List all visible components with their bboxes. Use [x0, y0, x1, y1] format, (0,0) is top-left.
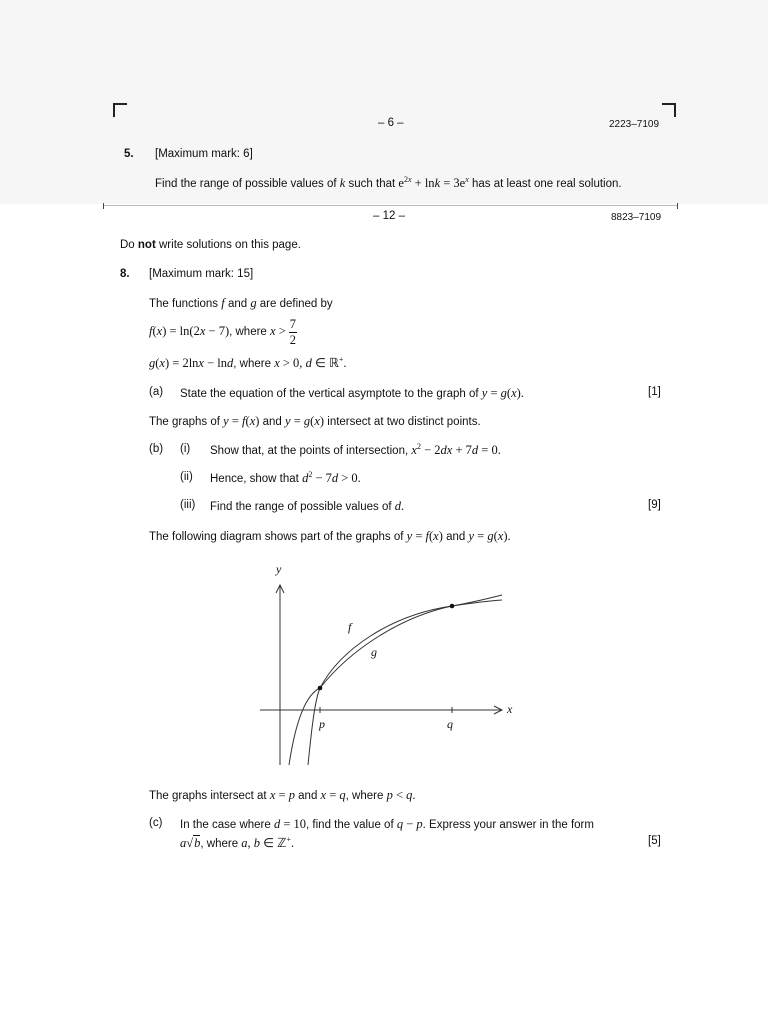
y-axis-label: y — [276, 562, 282, 576]
page-number: – 6 – — [378, 117, 404, 129]
previous-page-fragment — [0, 0, 768, 204]
question-5-text: Find the range of possible values of k such that $e^{2x} + \ln k = 3e^x$ has at least one real solution. — [155, 175, 622, 190]
curve-g — [308, 600, 502, 765]
functions-intro: The functions f and g are defined by — [149, 296, 333, 310]
max-mark: [Maximum mark: 15] — [149, 268, 254, 280]
crop-mark-left — [113, 103, 127, 117]
part-b-iii-text: Find the range of possible values of d. — [210, 499, 405, 513]
part-a-mark: [1] — [648, 386, 661, 398]
part-b-i-label: (i) — [180, 443, 191, 455]
do-not-write-notice: Do not write solutions on this page. — [120, 239, 301, 251]
part-b-mark: [9] — [648, 499, 661, 511]
intersection-statement: The graphs of y = f(x) and y = g(x) intersect at two distinct points. — [149, 414, 481, 428]
function-graph — [250, 555, 530, 775]
q-label: q — [447, 717, 453, 731]
intersection-point-q — [450, 604, 455, 609]
part-b-iii-label: (iii) — [180, 499, 196, 511]
part-a-label: (a) — [149, 386, 164, 398]
x-axis-label: x — [507, 702, 513, 716]
part-c-label: (c) — [149, 817, 163, 829]
crop-mark-right — [662, 103, 676, 117]
graphs-intersect-statement: The graphs intersect at x = p and x = q, where p < q. — [149, 788, 416, 802]
f-definition: f(x) = ln(2x − 7), where x > $\frac{7}{2}$ — [149, 317, 297, 347]
part-c-mark: [5] — [648, 835, 661, 847]
diagram-intro: The following diagram shows part of the graphs of y = f(x) and y = g(x). — [149, 529, 511, 543]
part-b-ii-label: (ii) — [180, 471, 193, 483]
p-label: p — [319, 717, 325, 731]
page-separator — [103, 205, 678, 206]
paper-code: 8823–7109 — [611, 212, 662, 223]
question-number: 8. — [120, 268, 130, 280]
part-c-form: a√b, where a, b ∈ ℤ+. — [180, 835, 295, 850]
max-mark: [Maximum mark: 6] — [155, 148, 253, 160]
part-c-text: In the case where d = 10, find the value of q − p. Express your answer in the form — [180, 817, 594, 831]
separator-tick-right — [677, 203, 678, 209]
paper-code: 2223–7109 — [609, 119, 660, 130]
curve-g-label: g — [371, 645, 377, 659]
part-b-label: (b) — [149, 443, 164, 455]
part-a-text: State the equation of the vertical asymptote to the graph of y = g(x). — [180, 386, 524, 400]
equation-5: $e^{2x} + \ln k = 3e^x$ — [398, 175, 469, 190]
part-b-i-text: Show that, at the points of intersection, $x^2 - 2dx + 7d = 0$. — [210, 442, 501, 457]
page-number: – 12 – — [373, 210, 405, 222]
part-b-ii-text: Hence, show that $d^2 - 7d > 0$. — [210, 470, 361, 485]
g-definition: g(x) = 2lnx − lnd, where x > 0, d ∈ ℝ+. — [149, 355, 347, 370]
question-number: 5. — [124, 148, 134, 160]
curve-f — [289, 595, 502, 765]
intersection-point-p — [318, 686, 323, 691]
separator-tick-left — [103, 203, 104, 209]
curve-f-label: f — [348, 620, 352, 634]
